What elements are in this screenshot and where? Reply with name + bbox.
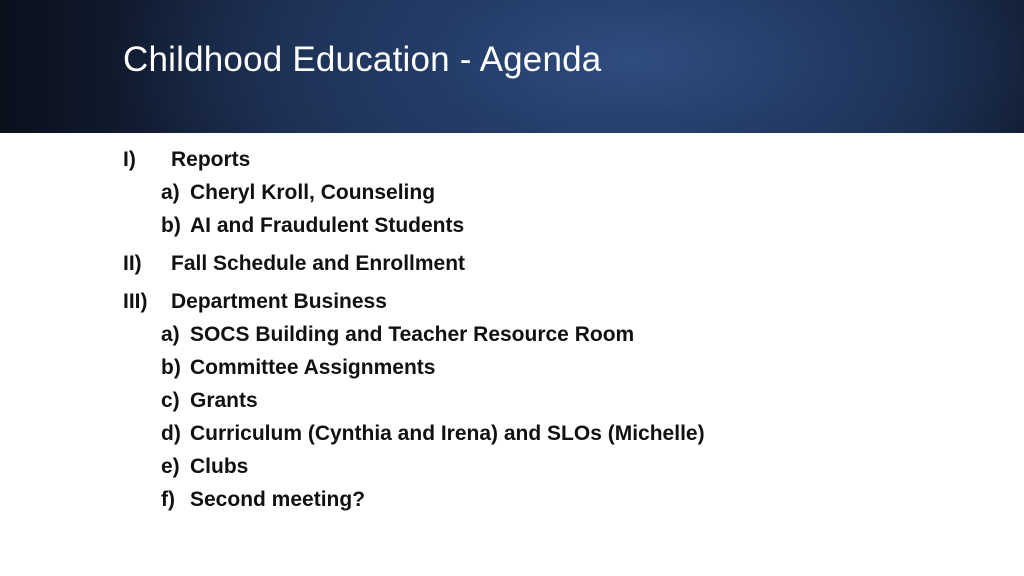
section-numeral: II) (123, 252, 142, 275)
section-heading (123, 247, 983, 280)
subitem-letter: b) (161, 356, 181, 379)
subitem-letter: b) (161, 214, 181, 237)
subitem-label: Second meeting? (190, 488, 366, 511)
subitem-letter: a) (161, 181, 180, 204)
section-label: Fall Schedule and Enrollment (171, 252, 466, 275)
agenda-section (123, 285, 983, 516)
subitem-label: Committee Assignments (190, 356, 436, 379)
subitem-label: Cheryl Kroll, Counseling (190, 181, 436, 204)
section-numeral: III) (123, 290, 148, 313)
subitem-label: Clubs (190, 455, 249, 478)
subitem-letter: a) (161, 323, 180, 346)
section-heading (123, 285, 983, 318)
agenda-subitem (123, 483, 983, 516)
agenda-list (123, 143, 983, 521)
agenda-subitem (123, 384, 983, 417)
agenda-section (123, 143, 983, 242)
section-numeral: I) (123, 148, 136, 171)
subitem-label: SOCS Building and Teacher Resource Room (190, 323, 635, 346)
agenda-subitem (123, 176, 983, 209)
subitem-label: Grants (190, 389, 258, 412)
subitem-label: Curriculum (Cynthia and Irena) and SLOs (Michelle) (190, 422, 705, 445)
section-label: Reports (171, 148, 251, 171)
subitem-letter: d) (161, 422, 181, 445)
subitem-label: AI and Fraudulent Students (190, 214, 465, 237)
subitem-letter: c) (161, 389, 180, 412)
subitem-letter: f) (161, 488, 175, 511)
agenda-subitem (123, 351, 983, 384)
agenda-subitem (123, 209, 983, 242)
agenda-subitem (123, 318, 983, 351)
slide-title: Childhood Education - Agenda (123, 40, 602, 79)
agenda-subitem (123, 417, 983, 450)
agenda-subitem (123, 450, 983, 483)
section-heading (123, 143, 983, 176)
agenda-section (123, 247, 983, 280)
section-label: Department Business (171, 290, 387, 313)
header-banner (0, 0, 1024, 133)
subitem-letter: e) (161, 455, 180, 478)
